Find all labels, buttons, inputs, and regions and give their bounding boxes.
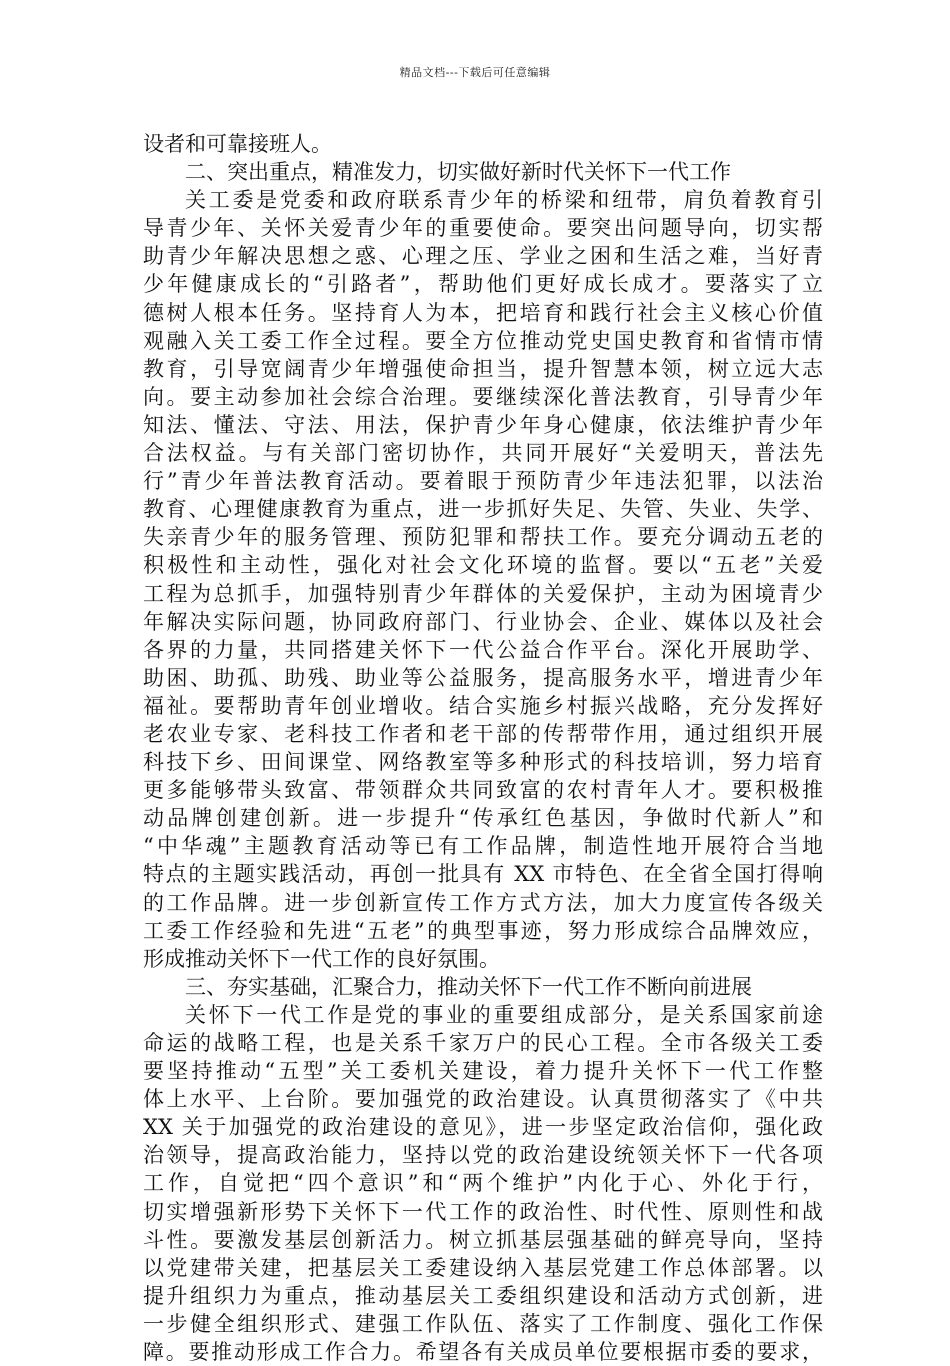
text-line: 失亲青少年的服务管理、预防犯罪和帮扶工作。要充分调动五老的 xyxy=(143,525,823,550)
text-line: 福祉。要帮助青年创业增收。结合实施乡村振兴战略，充分发挥好 xyxy=(143,693,823,718)
text-line: 科技下乡、田间课堂、网络教室等多种形式的科技培训，努力培育 xyxy=(143,750,823,775)
text-line: 以党建带关建，把基层关工委建设纳入基层党建工作总体部署。以 xyxy=(143,1255,823,1280)
text-line: 治领导，提高政治能力，坚持以党的政治建设统领关怀下一代各项 xyxy=(143,1143,823,1168)
text-line: 特点的主题实践活动，再创一批具有 XX 市特色、在全省全国打得响 xyxy=(143,862,823,887)
text-line: 合法权益。与有关部门密切协作，共同开展好“关爱明天，普法先 xyxy=(143,441,823,466)
text-line: 各界的力量，共同搭建关怀下一代公益合作平台。深化开展助学、 xyxy=(143,637,823,662)
text-line: 关怀下一代工作是党的事业的重要组成部分，是关系国家前途 xyxy=(185,1002,823,1027)
text-line: 少年健康成长的“引路者”，帮助他们更好成长成才。要落实了立 xyxy=(143,272,823,297)
text-line: 形成推动关怀下一代工作的良好氛围。 xyxy=(143,946,500,971)
text-line: 一步健全组织形式、建强工作队伍、落实了工作制度、强化工作保 xyxy=(143,1311,823,1336)
text-line: 积极性和主动性，强化对社会文化环境的监督。要以“五老”关爱 xyxy=(143,553,823,578)
text-line: 更多能够带头致富、带领群众共同致富的农村青年人才。要积极推 xyxy=(143,778,823,803)
text-line: 斗性。要激发基层创新活力。树立抓基层强基础的鲜亮导向，坚持 xyxy=(143,1227,823,1252)
text-line: 工委工作经验和先进“五老”的典型事迹，努力形成综合品牌效应， xyxy=(143,918,823,943)
text-line: 工作，自觉把“四个意识”和“两个维护”内化于心、外化于行， xyxy=(143,1171,823,1196)
text-line: 老农业专家、老科技工作者和老干部的传帮带作用，通过组织开展 xyxy=(143,721,823,746)
text-line: 教育、心理健康教育为重点，进一步抓好失足、失管、失业、失学、 xyxy=(143,497,823,522)
page-header: 精品文档---下载后可任意编辑 xyxy=(399,66,551,79)
text-line: 导青少年、关怀关爱青少年的重要使命。要突出问题导向，切实帮 xyxy=(143,216,823,241)
text-line: 行”青少年普法教育活动。要着眼于预防青少年违法犯罪，以法治 xyxy=(143,469,823,494)
text-line: 助青少年解决思想之惑、心理之压、学业之困和生活之难，当好青 xyxy=(143,244,823,269)
text-line: 观融入关工委工作全过程。要全方位推动党史国史教育和省情市情 xyxy=(143,328,823,353)
text-line: 命运的战略工程，也是关系千家万户的民心工程。全市各级关工委 xyxy=(143,1031,823,1055)
document-body xyxy=(143,130,823,1366)
text-line: 设者和可靠接班人。 xyxy=(143,132,332,156)
text-line: 要坚持推动“五型”关工委机关建设，着力提升关怀下一代工作整 xyxy=(143,1059,823,1084)
text-line: 关工委是党委和政府联系青少年的桥梁和纽带，肩负着教育引 xyxy=(185,188,823,213)
text-line: 提升组织力为重点，推动基层关工委组织建设和活动方式创新，进 xyxy=(143,1283,823,1308)
text-line: 知法、懂法、守法、用法，保护青少年身心健康，依法维护青少年 xyxy=(143,412,823,437)
text-line: 工程为总抓手，加强特别青少年群体的关爱保护，主动为困境青少 xyxy=(143,581,823,606)
text-line: 的工作品牌。进一步创新宣传工作方式方法，加大力度宣传各级关 xyxy=(143,890,823,915)
text-line: 切实增强新形势下关怀下一代工作的政治性、时代性、原则性和战 xyxy=(143,1199,823,1224)
text-line: 德树人根本任务。坚持育人为本，把培育和践行社会主义核心价值 xyxy=(143,300,823,325)
text-line: 助困、助孤、助残、助业等公益服务，提高服务水平，增进青少年 xyxy=(143,665,823,690)
text-line: 动品牌创建创新。进一步提升“传承红色基因，争做时代新人”和 xyxy=(143,806,823,831)
text-line: 年解决实际问题，协同政府部门、行业协会、企业、媒体以及社会 xyxy=(143,609,823,634)
text-line: 体上水平、上台阶。要加强党的政治建设。认真贯彻落实了《中共 xyxy=(143,1087,823,1112)
text-line: XX 关于加强党的政治建设的意见》，进一步坚定政治信仰，强化政 xyxy=(143,1115,823,1140)
text-line: 二、突出重点，精准发力，切实做好新时代关怀下一代工作 xyxy=(185,160,731,185)
text-line: 障。要推动形成工作合力。希望各有关成员单位要根据市委的要求， xyxy=(143,1340,823,1365)
text-line: 教育，引导宽阔青少年增强使命担当，提升智慧本领，树立远大志 xyxy=(143,356,823,381)
text-line: “中华魂”主题教育活动等已有工作品牌，制造性地开展符合当地 xyxy=(143,834,823,859)
text-line: 向。要主动参加社会综合治理。要继续深化普法教育，引导青少年 xyxy=(143,384,823,409)
text-line: 三、夯实基础，汇聚合力，推动关怀下一代工作不断向前进展 xyxy=(185,974,752,999)
